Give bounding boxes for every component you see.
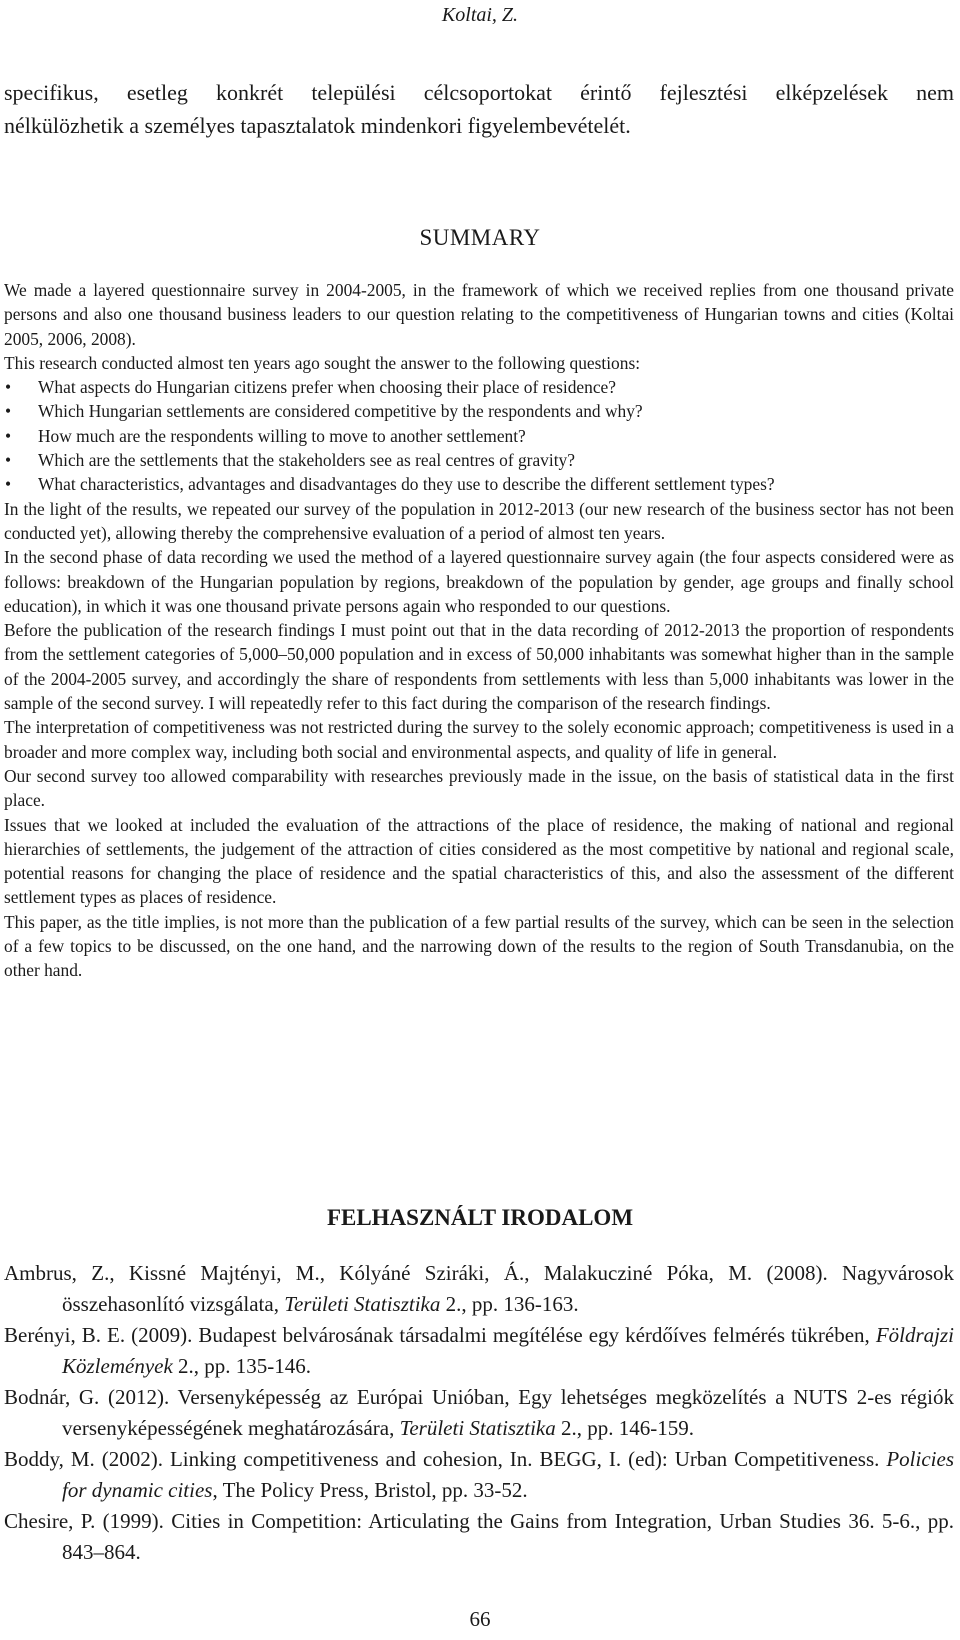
list-item	[4, 424, 954, 448]
intro-paragraph	[4, 76, 954, 142]
reference-details: 2., pp. 135-146.	[172, 1354, 312, 1378]
summary-paragraph-1: We made a layered questionnaire survey in 2004-2005, in the framework of which we received replies from one thousand private persons and also one thousand business leaders to our question relating to the competitiveness of Hungarian towns and cities (Koltai 2005, 2006, 2008).	[4, 280, 954, 349]
list-item	[4, 472, 954, 496]
reference-details: 2., pp. 136-163.	[440, 1292, 579, 1316]
summary-body	[4, 278, 954, 983]
reference-journal: Területi Statisztika	[399, 1416, 556, 1440]
references-heading: FELHASZNÁLT IRODALOM	[326, 1205, 634, 1230]
reference-journal: Földrajzi Közlemények	[62, 1323, 954, 1378]
reference-text: Chesire, P. (1999). Cities in Competition: Articulating the Gains from Integration, Urban Studies 36. 5-6., pp. 843–864.	[4, 1509, 954, 1564]
bullet-icon: •	[5, 450, 12, 471]
list-item	[4, 448, 954, 472]
summary-heading: SUMMARY	[419, 225, 541, 250]
reference-text: Bodnár, G. (2012). Versenyképesség az Európai Unióban, Egy lehetséges megközelítés a NUTS 2-es régiók versenyképességének meghatározására,	[4, 1385, 954, 1440]
bullet-icon: •	[5, 474, 12, 495]
intro-line-2: nélkülözhetik a személyes tapasztalatok mindenkori figyelembevételét.	[4, 113, 631, 138]
reference-text: Ambrus, Z., Kissné Majtényi, M., Kólyáné Sziráki, Á., Malakucziné Póka, M. (2008). Nagyvárosok összehasonlító vizsgálata,	[4, 1261, 954, 1316]
summary-paragraph-4: In the second phase of data recording we used the method of a layered questionnaire survey again (the four aspects considered were as follows: breakdown of the Hungarian population by regions, breakdown of the population by gender, age groups and finally school education), in which it was one thousand private persons again who responded to our questions.	[4, 547, 954, 616]
page-number: 66	[469, 1607, 491, 1631]
bullet-icon: •	[5, 377, 12, 398]
reference-text: Boddy, M. (2002). Linking competitiveness and cohesion, In. BEGG, I. (ed): Urban Competitiveness.	[4, 1447, 887, 1471]
reference-entry	[4, 1320, 954, 1382]
summary-paragraph-5: Before the publication of the research findings I must point out that in the data recording of 2012-2013 the proportion of respondents from the settlement categories of 5,000–50,000 population and in excess of 50,000 inhabitants was somewhat higher than in the sample of the 2004-2005 survey, and accordingly the share of respondents from settlements with less than 5,000 inhabitants was lower in the sample of the second survey. I will repeatedly refer to this fact during the comparison of the research findings.	[4, 620, 954, 714]
list-item-text: How much are the respondents willing to move to another settlement?	[38, 425, 526, 446]
reference-entry	[4, 1444, 954, 1506]
bullet-icon: •	[5, 401, 12, 422]
summary-paragraph-2: This research conducted almost ten years ago sought the answer to the following questions:	[4, 352, 641, 373]
list-item-text: What aspects do Hungarian citizens prefer when choosing their place of residence?	[38, 377, 616, 398]
questions-list	[4, 375, 954, 496]
references-list	[4, 1258, 954, 1568]
reference-text: Berényi, B. E. (2009). Budapest belvárosának társadalmi megítélése egy kérdőíves felmérés tükrében,	[4, 1323, 876, 1347]
summary-paragraph-3: In the light of the results, we repeated our survey of the population in 2012-2013 (our new research of the business sector has not been conducted yet), allowing thereby the comprehensive evaluation of a period of almost ten years.	[4, 498, 954, 543]
reference-entry	[4, 1506, 954, 1568]
summary-paragraph-8: Issues that we looked at included the evaluation of the attractions of the place of residence, the making of national and regional hierarchies of settlements, the judgement of the attraction of cities considered as the most competitive by national and regional scale, potential reasons for changing the place of residence and the spatial characteristics of this, and also the assessment of the different settlement types as places of residence.	[4, 814, 954, 908]
reference-journal: Területi Statisztika	[284, 1292, 441, 1316]
summary-paragraph-7: Our second survey too allowed comparability with researches previously made in the issue, on the basis of statistical data in the first place.	[4, 765, 954, 811]
list-item-text: Which Hungarian settlements are considered competitive by the respondents and why?	[38, 401, 643, 422]
reference-details: , The Policy Press, Bristol, pp. 33-52.	[212, 1478, 528, 1502]
summary-paragraph-9: This paper, as the title implies, is not more than the publication of a few partial results of the survey, which can be seen in the selection of a few topics to be discussed, on the one hand, and the narrowing down of the results to the region of South Transdanubia, on the other hand.	[4, 911, 954, 981]
intro-line-1: specifikus, esetleg konkrét települési célcsoportokat érintő fejlesztési elképzelések nem	[4, 80, 954, 105]
reference-entry	[4, 1258, 954, 1320]
list-item-text: Which are the settlements that the stakeholders see as real centres of gravity?	[38, 450, 575, 471]
summary-paragraph-6: The interpretation of competitiveness was not restricted during the survey to the solely economic approach; competitiveness is used in a broader and more complex way, including both social and environmental aspects, and quality of life in general.	[4, 717, 954, 762]
list-item-text: What characteristics, advantages and disadvantages do they use to describe the different settlement types?	[38, 474, 775, 495]
list-item	[4, 375, 954, 399]
running-header-author: Koltai, Z.	[441, 4, 519, 26]
reference-details: 2., pp. 146-159.	[555, 1416, 695, 1440]
reference-journal: Policies for dynamic cities	[62, 1447, 954, 1502]
reference-entry	[4, 1382, 954, 1444]
list-item	[4, 399, 954, 423]
bullet-icon: •	[5, 425, 12, 446]
